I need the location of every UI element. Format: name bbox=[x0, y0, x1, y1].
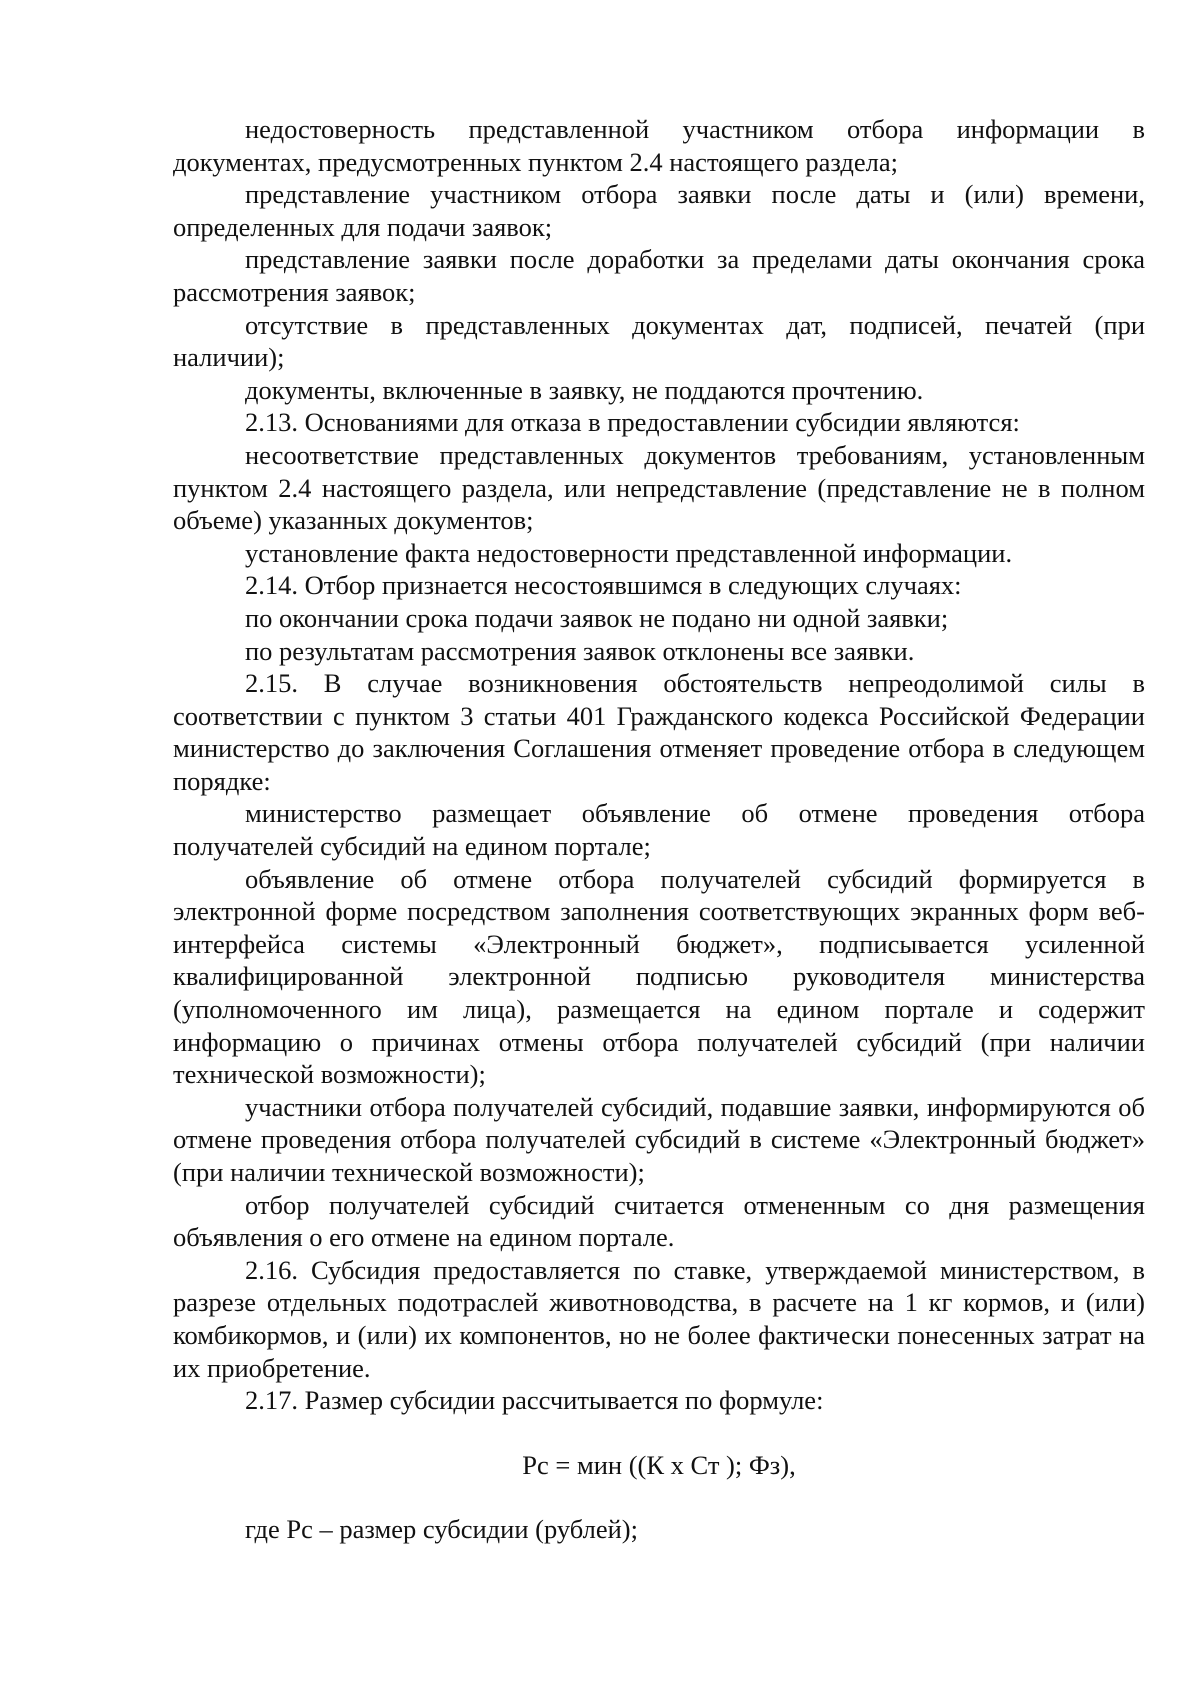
paragraph-noncompliance: несоответствие представленных документов требованиям, установленным пунктом 2.4 настоящего раздела, или непредставление (представление не в полном объеме) указанных документов; bbox=[173, 439, 1145, 536]
document-page bbox=[173, 113, 1145, 1546]
clause-2-15: 2.15. В случае возникновения обстоятельств непреодолимой силы в соответствии с пунктом 3 статьи 401 Гражданского кодекса Российской Федерации министерство до заключения Соглашения отменяет проведение отбора в следующем порядке: bbox=[173, 668, 1145, 796]
formula-where-line: где Рс – размер субсидии (рублей); bbox=[245, 1514, 638, 1545]
clause-2-13: 2.13. Основаниями для отказа в предоставлении субсидии являются: bbox=[245, 407, 1020, 438]
clause-2-14: 2.14. Отбор признается несостоявшимся в следующих случаях: bbox=[245, 570, 962, 601]
paragraph-cancel-announcement: министерство размещает объявление об отмене проведения отбора получателей субсидий на едином портале; bbox=[173, 798, 1145, 862]
paragraph-false-info: установление факта недостоверности представленной информации. bbox=[245, 537, 1013, 568]
clause-2-16: 2.16. Субсидия предоставляется по ставке, утверждаемой министерством, в разрезе отдельных подотраслей животноводства, в расчете на 1 кг кормов, и (или) комбикормов, и (или) их компонентов, но не более фактически понесенных затрат на их приобретение. bbox=[173, 1254, 1145, 1383]
paragraph-selection-cancelled: отбор получателей субсидий считается отмененным со дня размещения объявления о его отмене на едином портале. bbox=[173, 1189, 1145, 1253]
paragraph-missing-signatures: отсутствие в представленных документах дат, подписей, печатей (при наличии); bbox=[173, 309, 1145, 373]
paragraph-participants-informed: участники отбора получателей субсидий, подавшие заявки, информируются об отмене проведения отбора получателей субсидий в системе «Электронный бюджет» (при наличии технической возможности); bbox=[173, 1091, 1145, 1187]
clause-2-17: 2.17. Размер субсидии рассчитывается по формуле: bbox=[245, 1385, 824, 1416]
paragraph-late-submission: представление участником отбора заявки после даты и (или) времени, определенных для подачи заявок; bbox=[173, 179, 1145, 242]
paragraph-no-applications: по окончании срока подачи заявок не подано ни одной заявки; bbox=[245, 602, 949, 633]
paragraph-unreliable-info: недостоверность представленной участником отбора информации в документах, предусмотренных пунктом 2.4 настоящего раздела; bbox=[173, 114, 1145, 177]
paragraph-all-rejected: по результатам рассмотрения заявок отклонены все заявки. bbox=[245, 635, 915, 666]
paragraph-announcement-form: объявление об отмене отбора получателей субсидий формируется в электронной форме посредством заполнения соответствующих экранных форм веб-интерфейса системы «Электронный бюджет», подписывается усиленной квалифицированной электронной подписью руководителя министерства (уполномоченного им лица), размещается на едином портале и содержит информацию о причинах отмены отбора получателей субсидий (при наличии технической возможности); bbox=[173, 863, 1145, 1090]
paragraph-unreadable-docs: документы, включенные в заявку, не поддаются прочтению. bbox=[245, 374, 924, 405]
subsidy-formula: Рс = мин ((К х Ст ); Фз), bbox=[522, 1449, 796, 1480]
paragraph-after-revision: представление заявки после доработки за пределами даты окончания срока рассмотрения заявок; bbox=[173, 244, 1145, 307]
